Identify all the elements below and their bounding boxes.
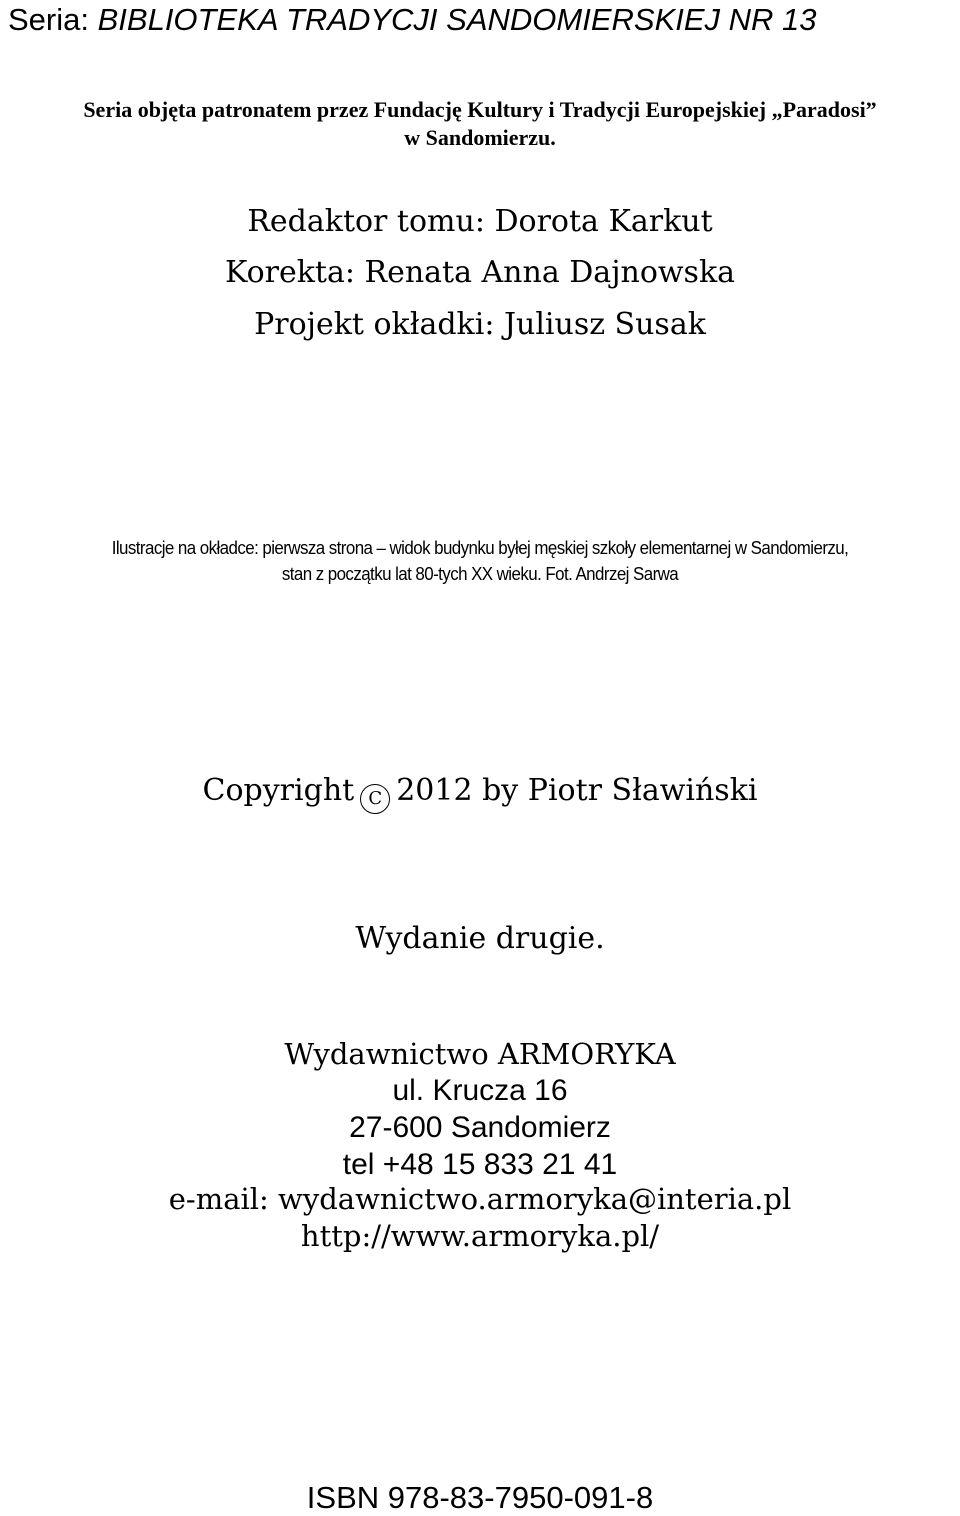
isbn: ISBN 978-83-7950-091-8 (306, 1480, 654, 1515)
cover-design-credit: Projekt okładki: Juliusz Susak (254, 307, 706, 342)
copyright-line (0, 773, 960, 814)
publisher-city: 27-600 Sandomierz (349, 1111, 611, 1144)
illustration-note-line-2: stan z początku lat 80-tych XX wieku. Fot. Andrzej Sarwa (281, 564, 679, 584)
publisher-phone: tel +48 15 833 21 41 (342, 1148, 618, 1181)
illustration-note-line-1: Ilustracje na okładce: pierwsza strona – widok budynku byłej męskiej szkoły elementarnej w Sandomierzu, (111, 538, 849, 558)
copyright-holder: 2012 by Piotr Sławiński (396, 773, 758, 808)
editor-credit: Redaktor tomu: Dorota Karkut (247, 204, 713, 239)
edition-note: Wydanie drugie. (355, 921, 605, 956)
patronage-line-2: w Sandomierzu. (404, 125, 556, 150)
publisher-url: http://www.armoryka.pl/ (300, 1219, 660, 1253)
publisher-street: ul. Krucza 16 (392, 1074, 568, 1107)
series-prefix: Seria: (8, 2, 98, 37)
publisher-email: e-mail: wydawnictwo.armoryka@interia.pl (168, 1182, 792, 1216)
proofreading-credit: Korekta: Renata Anna Dajnowska (224, 255, 736, 290)
series-line (8, 4, 817, 35)
copyright-label: Copyright (202, 773, 355, 808)
publisher-name: Wydawnictwo ARMORYKA (284, 1037, 676, 1071)
copyright-icon: C (360, 784, 390, 814)
patronage-line-1: Seria objęta patronatem przez Fundację Kultury i Tradycji Europejskiej „Paradosi” (83, 97, 877, 122)
series-title: BIBLIOTEKA TRADYCJI SANDOMIERSKIEJ NR 13 (97, 2, 817, 37)
